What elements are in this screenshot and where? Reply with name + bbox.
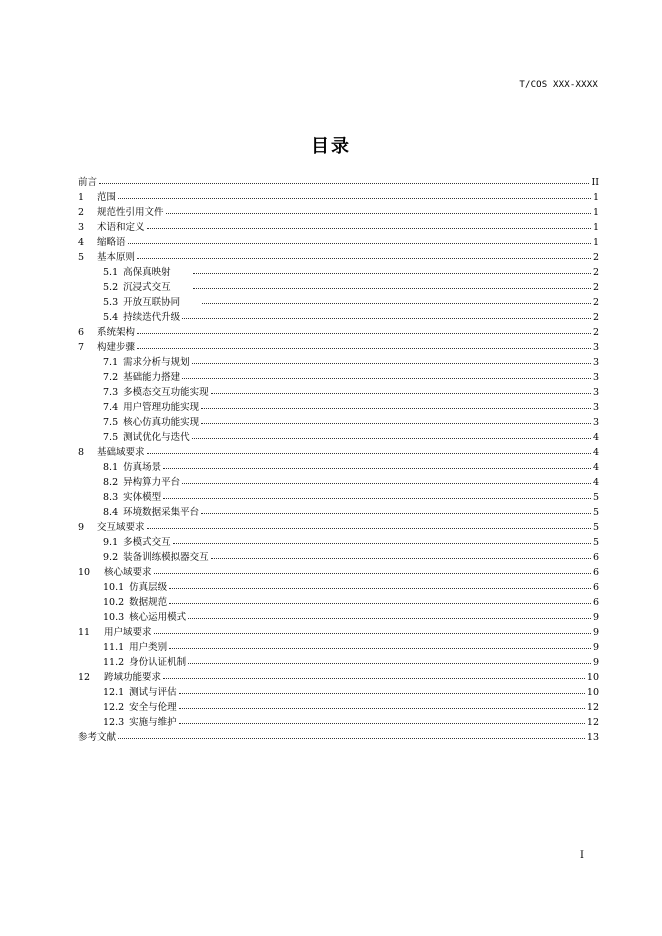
toc-entry-page: 9 [592, 612, 599, 623]
standard-code: T/COS XXX-XXXX [519, 80, 598, 90]
toc-entry[interactable] [78, 295, 599, 310]
toc-leader-dots [202, 302, 591, 304]
toc-entry[interactable] [78, 355, 599, 370]
toc-entry-page: 3 [592, 417, 599, 428]
toc-entry-title: 数据规范 [129, 597, 168, 608]
toc-leader-dots [137, 347, 591, 349]
toc-leader-dots [169, 587, 591, 589]
toc-leader-dots [147, 227, 591, 229]
toc-entry[interactable] [78, 415, 599, 430]
toc-entry-title: 核心仿真功能实现 [123, 417, 200, 428]
toc-leader-dots [137, 332, 591, 334]
toc-entry-page: 4 [592, 447, 599, 458]
toc-entry-page: 4 [592, 462, 599, 473]
toc-entry[interactable] [78, 565, 599, 580]
toc-entry-title: 实体模型 [123, 492, 162, 503]
toc-entry-number: 10.2 [103, 597, 125, 608]
table-of-contents [78, 175, 599, 745]
toc-leader-dots [193, 272, 591, 274]
toc-leader-dots [201, 407, 591, 409]
toc-entry-number: 7.2 [103, 372, 119, 383]
toc-entry-number: 10.3 [103, 612, 125, 623]
toc-leader-dots [163, 497, 591, 499]
toc-entry-number: 7.5 [103, 432, 119, 443]
toc-entry-page: 1 [592, 237, 599, 248]
toc-entry[interactable] [78, 535, 599, 550]
toc-entry-number: 11.2 [103, 657, 125, 668]
toc-entry-title: 仿真场景 [123, 462, 162, 473]
toc-entry[interactable] [78, 340, 599, 355]
toc-leader-dots [179, 692, 585, 694]
toc-entry-page: 3 [592, 357, 599, 368]
toc-leader-dots [182, 317, 591, 319]
page-title: 目录 [311, 136, 351, 157]
toc-leader-dots [188, 617, 591, 619]
toc-entry-page: 6 [592, 597, 599, 608]
toc-entry-number: 12.1 [103, 687, 125, 698]
toc-entry-title: 需求分析与规划 [123, 357, 190, 368]
toc-entry[interactable] [78, 640, 599, 655]
toc-entry-page: 9 [592, 627, 599, 638]
toc-entry-title: 核心运用模式 [129, 612, 187, 623]
toc-entry-title: 缩略语 [97, 237, 126, 248]
toc-entry-page: 2 [592, 312, 599, 323]
toc-entry[interactable] [78, 580, 599, 595]
toc-entry[interactable] [78, 175, 599, 190]
toc-entry-title: 基础能力搭建 [123, 372, 181, 383]
toc-entry[interactable] [78, 685, 599, 700]
page-number: I [580, 850, 584, 861]
toc-entry[interactable] [78, 520, 599, 535]
toc-leader-dots [147, 527, 591, 529]
toc-entry-number: 1 [78, 192, 85, 203]
toc-leader-dots [179, 722, 585, 724]
toc-entry-number: 7 [78, 342, 85, 353]
toc-entry-number: 2 [78, 207, 85, 218]
toc-leader-dots [154, 572, 591, 574]
toc-leader-dots [118, 737, 585, 739]
toc-entry[interactable] [78, 715, 599, 730]
toc-entry-page: 2 [592, 327, 599, 338]
toc-leader-dots [182, 482, 591, 484]
toc-leader-dots [173, 542, 591, 544]
toc-entry[interactable] [78, 265, 599, 280]
toc-leader-dots [118, 197, 591, 199]
toc-leader-dots [182, 377, 591, 379]
toc-entry-title: 身份认证机制 [129, 657, 187, 668]
toc-entry-title: 跨域功能要求 [104, 672, 162, 683]
toc-entry-number: 8.2 [103, 477, 119, 488]
toc-entry-title: 开放互联协同 [123, 297, 181, 308]
toc-entry-page: 12 [586, 702, 599, 713]
toc-entry-number: 5.3 [103, 297, 119, 308]
toc-entry-title: 高保真映射 [123, 267, 171, 278]
toc-entry-title: 安全与伦理 [129, 702, 177, 713]
toc-entry-page: 5 [592, 522, 599, 533]
toc-entry-number: 6 [78, 327, 85, 338]
toc-entry-title: 交互域要求 [97, 522, 145, 533]
toc-entry-page: 2 [592, 282, 599, 293]
toc-entry-title: 测试与评估 [129, 687, 177, 698]
toc-entry[interactable] [78, 730, 599, 745]
toc-entry-page: 5 [592, 537, 599, 548]
toc-leader-dots [137, 257, 591, 259]
toc-entry[interactable] [78, 655, 599, 670]
toc-entry-number: 3 [78, 222, 85, 233]
toc-entry-title: 多模态交互功能实现 [123, 387, 209, 398]
toc-entry[interactable] [78, 445, 599, 460]
toc-entry-page: 4 [592, 432, 599, 443]
toc-entry-page: 10 [586, 672, 599, 683]
toc-leader-dots [211, 557, 591, 559]
toc-entry-title: 持续迭代升级 [123, 312, 181, 323]
toc-entry-number: 10 [78, 567, 91, 578]
toc-entry-number: 8 [78, 447, 85, 458]
toc-leader-dots [192, 362, 591, 364]
toc-entry-page: 3 [592, 342, 599, 353]
toc-entry-number: 11 [78, 627, 91, 638]
toc-entry[interactable] [78, 190, 599, 205]
toc-entry[interactable] [78, 475, 599, 490]
toc-entry[interactable] [78, 235, 599, 250]
toc-entry-number: 10.1 [103, 582, 125, 593]
toc-entry-number: 8.1 [103, 462, 119, 473]
toc-entry-number: 7.4 [103, 402, 119, 413]
toc-entry-number: 8.4 [103, 507, 119, 518]
toc-entry[interactable] [78, 610, 599, 625]
toc-entry-title: 参考文献 [78, 732, 117, 743]
toc-leader-dots [192, 437, 591, 439]
toc-entry[interactable] [78, 310, 599, 325]
toc-entry-title: 用户类别 [129, 642, 168, 653]
toc-entry-number: 9 [78, 522, 85, 533]
toc-entry-number: 7.3 [103, 387, 119, 398]
toc-entry-number: 9.1 [103, 537, 119, 548]
toc-entry[interactable] [78, 385, 599, 400]
toc-leader-dots [169, 602, 591, 604]
toc-entry-page: 3 [592, 372, 599, 383]
toc-leader-dots [163, 467, 591, 469]
toc-entry-number: 9.2 [103, 552, 119, 563]
toc-entry-number: 12.2 [103, 702, 125, 713]
toc-entry-title: 实施与维护 [129, 717, 177, 728]
toc-entry-page: 2 [592, 267, 599, 278]
toc-entry-title: 范围 [97, 192, 117, 203]
toc-entry-page: 3 [592, 387, 599, 398]
toc-entry[interactable] [78, 670, 599, 685]
toc-entry-title: 装备训练模拟器交互 [123, 552, 209, 563]
toc-entry-page: 13 [586, 732, 599, 743]
toc-entry[interactable] [78, 400, 599, 415]
toc-entry-page: 2 [592, 297, 599, 308]
toc-entry-page: 12 [586, 717, 599, 728]
toc-entry-number: 5.4 [103, 312, 119, 323]
toc-entry-title: 前言 [78, 177, 98, 188]
toc-entry-number: 5.2 [103, 282, 119, 293]
toc-leader-dots [188, 662, 591, 664]
toc-entry[interactable] [78, 505, 599, 520]
toc-entry-title: 仿真层级 [129, 582, 168, 593]
toc-entry-title: 测试优化与迭代 [123, 432, 190, 443]
toc-entry[interactable] [78, 205, 599, 220]
toc-entry[interactable] [78, 250, 599, 265]
toc-entry-page: 6 [592, 552, 599, 563]
toc-entry-title: 异构算力平台 [123, 477, 181, 488]
toc-entry-title: 系统架构 [97, 327, 136, 338]
toc-leader-dots [128, 242, 591, 244]
toc-leader-dots [201, 422, 591, 424]
toc-entry-page: 6 [592, 582, 599, 593]
toc-entry-title: 术语和定义 [97, 222, 145, 233]
toc-entry-page: 1 [592, 192, 599, 203]
toc-entry-number: 12.3 [103, 717, 125, 728]
toc-entry-page: II [591, 177, 599, 188]
toc-entry-page: 9 [592, 642, 599, 653]
toc-entry[interactable] [78, 220, 599, 235]
toc-entry-title: 基本原则 [97, 252, 136, 263]
toc-entry[interactable] [78, 370, 599, 385]
toc-entry-title: 环境数据采集平台 [123, 507, 200, 518]
toc-entry-page: 2 [592, 252, 599, 263]
toc-leader-dots [179, 707, 585, 709]
toc-entry-page: 1 [592, 207, 599, 218]
toc-entry-title: 构建步骤 [97, 342, 136, 353]
toc-leader-dots [99, 182, 589, 184]
toc-entry-page: 5 [592, 492, 599, 503]
toc-entry-number: 12 [78, 672, 91, 683]
toc-entry-title: 规范性引用文件 [97, 207, 164, 218]
toc-entry[interactable] [78, 550, 599, 565]
toc-entry[interactable] [78, 595, 599, 610]
toc-entry-page: 6 [592, 567, 599, 578]
toc-entry[interactable] [78, 430, 599, 445]
toc-leader-dots [166, 212, 591, 214]
toc-entry-title: 用户管理功能实现 [123, 402, 200, 413]
toc-entry-page: 3 [592, 402, 599, 413]
toc-entry-page: 10 [586, 687, 599, 698]
toc-entry-page: 5 [592, 507, 599, 518]
toc-entry[interactable] [78, 490, 599, 505]
toc-entry-number: 5 [78, 252, 85, 263]
toc-leader-dots [147, 452, 591, 454]
toc-entry-title: 核心域要求 [104, 567, 152, 578]
toc-entry[interactable] [78, 460, 599, 475]
toc-entry-number: 7.5 [103, 417, 119, 428]
toc-leader-dots [169, 647, 591, 649]
toc-entry-number: 11.1 [103, 642, 125, 653]
toc-entry-page: 1 [592, 222, 599, 233]
toc-entry-number: 5.1 [103, 267, 119, 278]
toc-leader-dots [193, 287, 591, 289]
toc-leader-dots [201, 512, 591, 514]
toc-entry[interactable] [78, 280, 599, 295]
toc-entry-number: 7.1 [103, 357, 119, 368]
toc-leader-dots [163, 677, 585, 679]
toc-entry-title: 沉浸式交互 [123, 282, 171, 293]
toc-entry-title: 用户域要求 [104, 627, 152, 638]
toc-entry-number: 8.3 [103, 492, 119, 503]
toc-entry-title: 多模式交互 [123, 537, 171, 548]
toc-entry-page: 9 [592, 657, 599, 668]
toc-entry-number: 4 [78, 237, 85, 248]
toc-entry[interactable] [78, 325, 599, 340]
toc-entry[interactable] [78, 625, 599, 640]
toc-leader-dots [154, 632, 591, 634]
toc-entry-page: 4 [592, 477, 599, 488]
toc-entry[interactable] [78, 700, 599, 715]
toc-entry-title: 基础域要求 [97, 447, 145, 458]
toc-leader-dots [211, 392, 591, 394]
